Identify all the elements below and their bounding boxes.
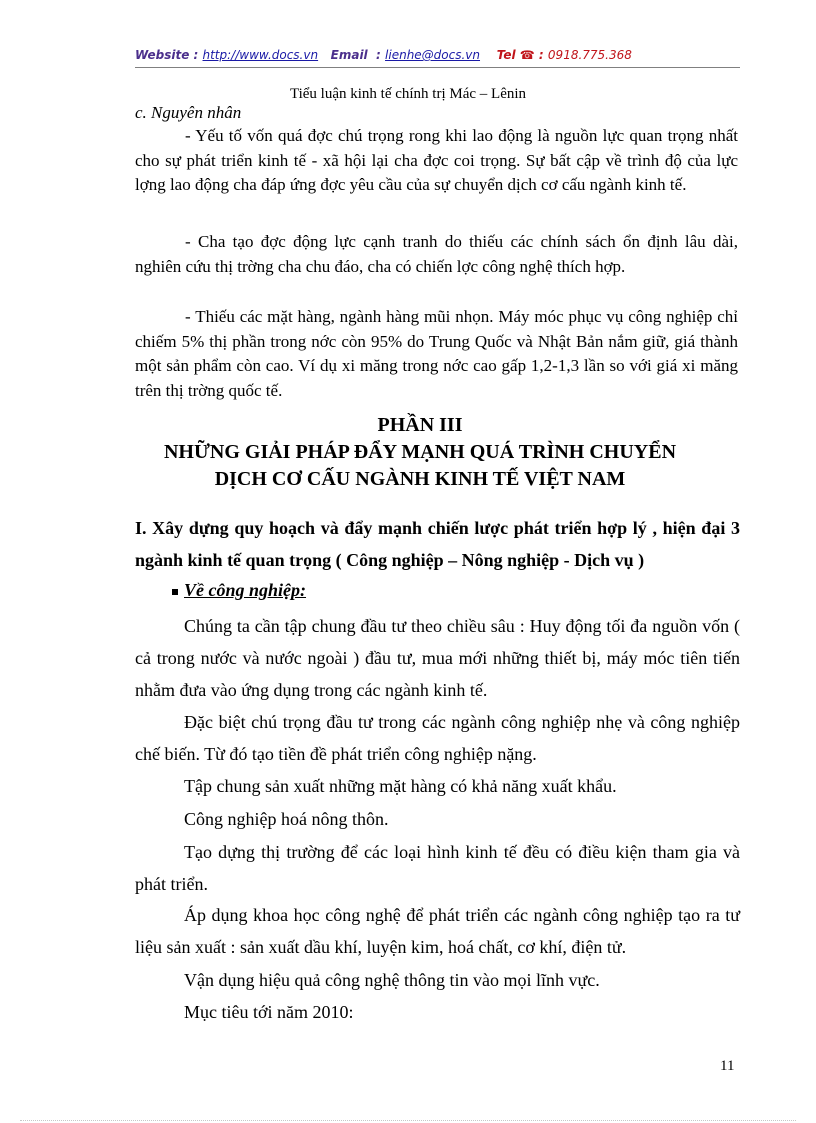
email-link[interactable]: lienhe@docs.vn: [385, 48, 481, 62]
industry-paragraph-2: Đặc biệt chú trọng đầu tư trong các ngành công nghiệp nhẹ và công nghiệp chế biến. Từ đó tạo tiền đề phát triển công nghiệp nặng.: [135, 712, 740, 764]
part-title-line-1: NHỮNG GIẢI PHÁP ĐẨY MẠNH QUÁ TRÌNH CHUYỂN: [163, 441, 677, 463]
page-header: [135, 48, 735, 62]
bullet-square-icon: [172, 589, 178, 595]
cause-paragraph-2: - Cha tạo đợc động lực cạnh tranh do thiếu các chính sách ổn định lâu dài, nghiên cứu thị trờng cha chu đáo, cha có chiến lợc công nghệ thích hợp.: [135, 232, 738, 276]
section-i-heading: I. Xây dựng quy hoạch và đẩy mạnh chiến lược phát triển hợp lý , hiện đại 3 ngành kinh tế quan trọng ( Công nghiệp – Nông nghiệp - Dịch vụ ): [135, 518, 740, 570]
page-bottom-dotted-line: [20, 1120, 796, 1121]
part-number: PHẦN III: [377, 414, 463, 436]
tel-label: Tel ☎ :: [496, 48, 544, 62]
industry-paragraph-1: Chúng ta cần tập chung đầu tư theo chiều sâu : Huy động tối đa nguồn vốn ( cả trong nước và nước ngoài ) đầu tư, mua mới những thiết bị, máy móc tiên tiến nhằm đưa vào ứng dụng trong các ngành kinh tế.: [135, 616, 740, 700]
document-subtitle: Tiểu luận kinh tế chính trị Mác – Lênin: [289, 86, 527, 102]
website-link[interactable]: http://www.docs.vn: [202, 48, 319, 62]
email-label: Email: [330, 48, 368, 62]
industry-paragraph-3: Tập chung sản xuất những mặt hàng có khả năng xuất khẩu.: [184, 776, 617, 796]
industry-paragraph-6: Áp dụng khoa học công nghệ để phát triển các ngành công nghiệp tạo ra tư liệu sản xuất : sản xuất dầu khí, luyện kim, hoá chất, cơ khí, điện tử.: [135, 905, 740, 957]
email-separator: :: [376, 48, 381, 62]
cause-paragraph-3: - Thiếu các mặt hàng, ngành hàng mũi nhọn. Máy móc phục vụ công nghiệp chỉ chiếm 5% thị phần trong nớc còn 95% do Trung Quốc và Nhật Bản nắm giữ, giá thành một sản phẩm còn cao. Ví dụ xi măng trong nớc cao gấp 1,2-1,3 lần so với giá xi măng trên thị trờng quốc tế.: [135, 307, 738, 400]
part-title-line-2: DỊCH CƠ CẤU NGÀNH KINH TẾ VIỆT NAM: [214, 468, 626, 490]
website-label: Website :: [135, 48, 199, 62]
phone-number: 0918.775.368: [547, 48, 632, 62]
section-c-heading: c. Nguyên nhân: [135, 103, 242, 122]
industry-paragraph-7: Vận dụng hiệu quả công nghệ thông tin vào mọi lĩnh vực.: [184, 970, 600, 990]
industry-paragraph-5: Tạo dựng thị trường để các loại hình kinh tế đều có điều kiện tham gia và phát triển.: [135, 842, 740, 894]
industry-paragraph-4: Công nghiệp hoá nông thôn.: [184, 809, 389, 829]
bullet-industry-label: Về công nghiệp:: [184, 580, 307, 600]
bullet-industry: [172, 580, 306, 601]
cause-paragraph-1: - Yếu tố vốn quá đợc chú trọng rong khi lao động là nguồn lực quan trọng nhất cho sự phát triển kinh tế - xã hội lại cha đợc coi trọng. Sự bất cập về trình độ của lực lợng lao động cha đáp ứng đợc yêu cầu của sự chuyển dịch cơ cấu ngành kinh tế.: [135, 126, 738, 194]
industry-paragraph-8: Mục tiêu tới năm 2010:: [184, 1002, 354, 1022]
page-number: 11: [720, 1058, 735, 1074]
header-divider: [135, 67, 740, 68]
